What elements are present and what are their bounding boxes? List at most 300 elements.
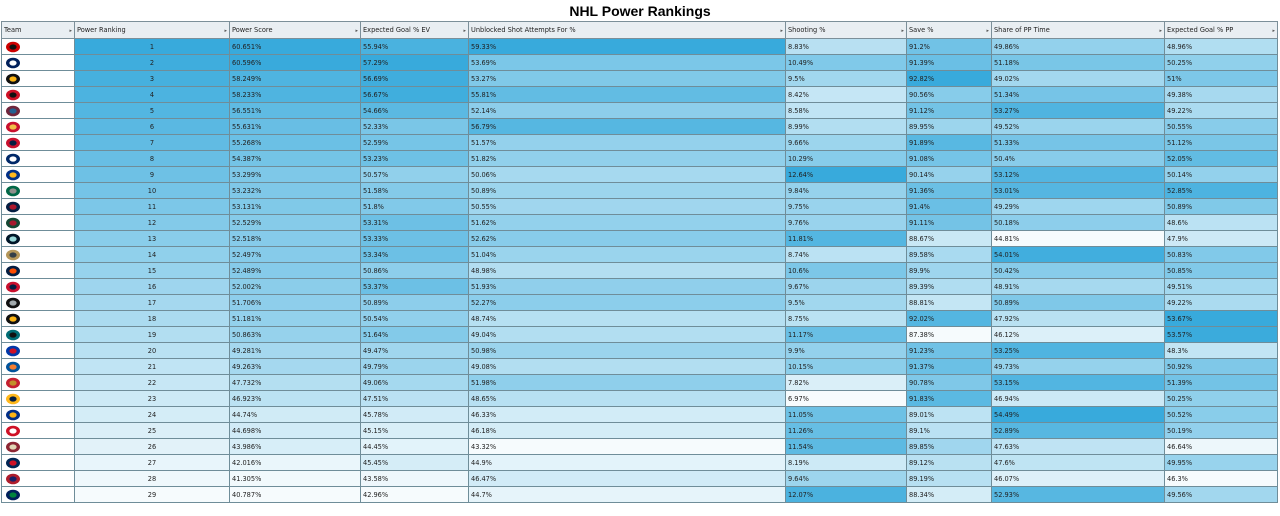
pp-cell: 53.12% [992,167,1165,183]
team-cell [2,263,75,279]
score-cell: 52.489% [230,263,361,279]
sv-cell: 90.78% [907,375,992,391]
table-row [2,247,1278,263]
pp-cell: 47.63% [992,439,1165,455]
column-header-label: Save % [909,25,934,34]
rank-cell: 17 [75,295,230,311]
sv-cell: 91.89% [907,135,992,151]
column-header-label: Expected Goal % EV [363,25,431,34]
xg_pp-cell: 49.38% [1165,87,1278,103]
usaf-cell: 48.74% [469,311,786,327]
columbus-blue-jackets-logo [5,457,21,469]
seattle-kraken-logo [5,233,21,245]
score-cell: 56.551% [230,103,361,119]
xg_pp-cell: 48.96% [1165,39,1278,55]
xg_pp-cell: 51.12% [1165,135,1278,151]
los-angeles-kings-logo [5,297,21,309]
xg_pp-cell: 50.25% [1165,55,1278,71]
xg_ev-cell: 44.45% [361,439,469,455]
carolina-hurricanes-logo [5,41,21,53]
xg_pp-cell: 50.85% [1165,263,1278,279]
xg_ev-cell: 57.29% [361,55,469,71]
score-cell: 52.497% [230,247,361,263]
sv-cell: 89.9% [907,263,992,279]
pp-cell: 51.18% [992,55,1165,71]
sv-cell: 90.14% [907,167,992,183]
sh-cell: 10.6% [786,263,907,279]
xg_ev-cell: 50.89% [361,295,469,311]
pp-cell: 53.15% [992,375,1165,391]
sort-arrow-icon[interactable]: ▸ [1272,28,1275,34]
pp-cell: 46.07% [992,471,1165,487]
team-cell [2,327,75,343]
team-cell [2,423,75,439]
sv-cell: 89.12% [907,455,992,471]
sv-cell: 89.85% [907,439,992,455]
pp-cell: 46.12% [992,327,1165,343]
usaf-cell: 52.14% [469,103,786,119]
rank-cell: 12 [75,215,230,231]
rank-cell: 10 [75,183,230,199]
team-cell [2,455,75,471]
xg_pp-cell: 53.67% [1165,311,1278,327]
rank-cell: 1 [75,39,230,55]
usaf-cell: 51.98% [469,375,786,391]
xg_ev-cell: 53.33% [361,231,469,247]
score-cell: 52.529% [230,215,361,231]
sh-cell: 12.07% [786,487,907,503]
table-row [2,423,1278,439]
column-header[interactable] [786,22,907,39]
table-row [2,215,1278,231]
rank-cell: 5 [75,103,230,119]
power-rankings-table [1,21,1278,503]
table-row [2,439,1278,455]
rank-cell: 19 [75,327,230,343]
detroit-red-wings-logo [5,425,21,437]
team-cell [2,119,75,135]
xg_ev-cell: 45.45% [361,455,469,471]
new-york-rangers-logo [5,345,21,357]
sh-cell: 7.82% [786,375,907,391]
rank-cell: 18 [75,311,230,327]
washington-capitals-logo [5,137,21,149]
pp-cell: 50.4% [992,151,1165,167]
sv-cell: 91.4% [907,199,992,215]
xg_pp-cell: 50.25% [1165,391,1278,407]
pp-cell: 49.02% [992,71,1165,87]
table-row [2,391,1278,407]
team-cell [2,231,75,247]
team-cell [2,87,75,103]
pp-cell: 53.27% [992,103,1165,119]
pp-cell: 46.94% [992,391,1165,407]
table-row [2,327,1278,343]
score-cell: 52.002% [230,279,361,295]
xg_pp-cell: 46.3% [1165,471,1278,487]
score-cell: 55.631% [230,119,361,135]
sort-arrow-icon[interactable]: ▸ [780,28,783,34]
xg_ev-cell: 54.66% [361,103,469,119]
score-cell: 42.016% [230,455,361,471]
usaf-cell: 51.04% [469,247,786,263]
sv-cell: 89.19% [907,471,992,487]
vancouver-canucks-logo [5,489,21,501]
usaf-cell: 43.32% [469,439,786,455]
sv-cell: 89.1% [907,423,992,439]
sh-cell: 6.97% [786,391,907,407]
pp-cell: 54.01% [992,247,1165,263]
usaf-cell: 52.62% [469,231,786,247]
pp-cell: 53.25% [992,343,1165,359]
sv-cell: 88.81% [907,295,992,311]
team-cell [2,471,75,487]
table-row [2,55,1278,71]
sh-cell: 9.84% [786,183,907,199]
team-cell [2,343,75,359]
sv-cell: 87.38% [907,327,992,343]
xg_ev-cell: 50.57% [361,167,469,183]
nashville-predators-logo [5,393,21,405]
xg_ev-cell: 53.34% [361,247,469,263]
usaf-cell: 48.65% [469,391,786,407]
table-row [2,487,1278,503]
sv-cell: 91.36% [907,183,992,199]
usaf-cell: 59.33% [469,39,786,55]
usaf-cell: 52.27% [469,295,786,311]
sort-arrow-icon[interactable]: ▸ [69,28,72,34]
table-row [2,87,1278,103]
rank-cell: 8 [75,151,230,167]
sort-arrow-icon[interactable]: ▸ [1159,28,1162,34]
column-header[interactable] [907,22,992,39]
rank-cell: 24 [75,407,230,423]
column-header-label: Unblocked Shot Attempts For % [471,25,576,34]
rank-cell: 21 [75,359,230,375]
team-cell [2,71,75,87]
usaf-cell: 50.55% [469,199,786,215]
score-cell: 44.74% [230,407,361,423]
dallas-stars-logo [5,185,21,197]
sh-cell: 9.64% [786,471,907,487]
usaf-cell: 49.08% [469,359,786,375]
sh-cell: 12.64% [786,167,907,183]
rank-cell: 6 [75,119,230,135]
usaf-cell: 50.98% [469,343,786,359]
team-cell [2,183,75,199]
xg_pp-cell: 53.57% [1165,327,1278,343]
usaf-cell: 51.57% [469,135,786,151]
sort-arrow-icon[interactable]: ▸ [901,28,904,34]
team-cell [2,439,75,455]
score-cell: 58.249% [230,71,361,87]
sh-cell: 8.42% [786,87,907,103]
score-cell: 46.923% [230,391,361,407]
table-row [2,359,1278,375]
team-cell [2,199,75,215]
xg_pp-cell: 49.22% [1165,103,1278,119]
rank-cell: 7 [75,135,230,151]
team-cell [2,247,75,263]
san-jose-sharks-logo [5,329,21,341]
xg_ev-cell: 55.94% [361,39,469,55]
table-row [2,343,1278,359]
xg_ev-cell: 52.59% [361,135,469,151]
usaf-cell: 49.04% [469,327,786,343]
xg_pp-cell: 52.85% [1165,183,1278,199]
xg_ev-cell: 49.47% [361,343,469,359]
xg_ev-cell: 51.58% [361,183,469,199]
usaf-cell: 46.33% [469,407,786,423]
boston-bruins-logo [5,73,21,85]
xg_pp-cell: 50.55% [1165,119,1278,135]
pp-cell: 49.52% [992,119,1165,135]
vegas-golden-knights-logo [5,249,21,261]
sh-cell: 8.19% [786,455,907,471]
usaf-cell: 55.81% [469,87,786,103]
score-cell: 41.305% [230,471,361,487]
score-cell: 60.651% [230,39,361,55]
usaf-cell: 51.62% [469,215,786,231]
xg_ev-cell: 43.58% [361,471,469,487]
table-row [2,103,1278,119]
table-row [2,119,1278,135]
xg_ev-cell: 56.69% [361,71,469,87]
xg_pp-cell: 49.56% [1165,487,1278,503]
rank-cell: 2 [75,55,230,71]
sh-cell: 8.58% [786,103,907,119]
column-header[interactable] [75,22,230,39]
sh-cell: 9.9% [786,343,907,359]
xg_pp-cell: 46.64% [1165,439,1278,455]
column-header[interactable] [469,22,786,39]
score-cell: 53.131% [230,199,361,215]
rank-cell: 3 [75,71,230,87]
sv-cell: 91.2% [907,39,992,55]
usaf-cell: 48.98% [469,263,786,279]
florida-panthers-logo [5,281,21,293]
xg_pp-cell: 50.52% [1165,407,1278,423]
table-row [2,39,1278,55]
xg_pp-cell: 50.14% [1165,167,1278,183]
score-cell: 52.518% [230,231,361,247]
sh-cell: 10.29% [786,151,907,167]
pp-cell: 49.86% [992,39,1165,55]
sh-cell: 8.83% [786,39,907,55]
xg_pp-cell: 49.51% [1165,279,1278,295]
table-row [2,135,1278,151]
usaf-cell: 56.79% [469,119,786,135]
xg_pp-cell: 47.9% [1165,231,1278,247]
sv-cell: 88.34% [907,487,992,503]
montreal-canadiens-logo [5,473,21,485]
rank-cell: 22 [75,375,230,391]
pp-cell: 47.6% [992,455,1165,471]
team-cell [2,167,75,183]
sh-cell: 9.75% [786,199,907,215]
sort-arrow-icon[interactable]: ▸ [355,28,358,34]
colorado-avalanche-logo [5,105,21,117]
score-cell: 51.181% [230,311,361,327]
st-louis-blues-logo [5,409,21,421]
table-row [2,407,1278,423]
pp-cell: 52.89% [992,423,1165,439]
column-header-label: Share of PP Time [994,25,1050,34]
pp-cell: 49.73% [992,359,1165,375]
sv-cell: 88.67% [907,231,992,247]
sh-cell: 9.5% [786,71,907,87]
table-row [2,231,1278,247]
pp-cell: 52.93% [992,487,1165,503]
column-header[interactable] [361,22,469,39]
sv-cell: 89.01% [907,407,992,423]
rank-cell: 26 [75,439,230,455]
score-cell: 54.387% [230,151,361,167]
sh-cell: 10.15% [786,359,907,375]
column-header-label: Expected Goal % PP [1167,25,1234,34]
column-header-label: Power Ranking [77,25,126,34]
column-header-label: Power Score [232,25,273,34]
column-header[interactable] [1165,22,1278,39]
usaf-cell: 44.7% [469,487,786,503]
calgary-flames-logo [5,121,21,133]
table-row [2,71,1278,87]
sh-cell: 9.67% [786,279,907,295]
xg_pp-cell: 50.92% [1165,359,1278,375]
team-cell [2,215,75,231]
rank-cell: 14 [75,247,230,263]
score-cell: 53.299% [230,167,361,183]
sh-cell: 9.76% [786,215,907,231]
xg_ev-cell: 51.64% [361,327,469,343]
score-cell: 51.706% [230,295,361,311]
xg_pp-cell: 49.22% [1165,295,1278,311]
edmonton-oilers-logo [5,265,21,277]
xg_pp-cell: 51.39% [1165,375,1278,391]
usaf-cell: 46.18% [469,423,786,439]
table-row [2,295,1278,311]
score-cell: 58.233% [230,87,361,103]
score-cell: 60.596% [230,55,361,71]
team-cell [2,359,75,375]
xg_ev-cell: 53.37% [361,279,469,295]
xg_ev-cell: 42.96% [361,487,469,503]
sv-cell: 91.37% [907,359,992,375]
sv-cell: 89.58% [907,247,992,263]
xg_ev-cell: 50.86% [361,263,469,279]
rank-cell: 13 [75,231,230,247]
rank-cell: 15 [75,263,230,279]
sh-cell: 9.66% [786,135,907,151]
team-cell [2,295,75,311]
xg_ev-cell: 53.31% [361,215,469,231]
pp-cell: 51.34% [992,87,1165,103]
table-row [2,167,1278,183]
sv-cell: 91.12% [907,103,992,119]
xg_ev-cell: 50.54% [361,311,469,327]
xg_ev-cell: 49.79% [361,359,469,375]
pittsburgh-penguins-logo [5,313,21,325]
xg_ev-cell: 45.15% [361,423,469,439]
power-rankings-table-container [1,21,1278,516]
score-cell: 40.787% [230,487,361,503]
sv-cell: 90.56% [907,87,992,103]
sh-cell: 8.99% [786,119,907,135]
sv-cell: 89.95% [907,119,992,135]
rank-cell: 16 [75,279,230,295]
team-cell [2,487,75,503]
score-cell: 47.732% [230,375,361,391]
score-cell: 49.263% [230,359,361,375]
table-row [2,183,1278,199]
sv-cell: 91.83% [907,391,992,407]
rank-cell: 29 [75,487,230,503]
ottawa-senators-logo [5,377,21,389]
xg_ev-cell: 51.8% [361,199,469,215]
usaf-cell: 46.47% [469,471,786,487]
score-cell: 49.281% [230,343,361,359]
buffalo-sabres-logo [5,169,21,181]
team-cell [2,375,75,391]
usaf-cell: 50.89% [469,183,786,199]
column-header-label: Team [4,25,22,34]
toronto-maple-leafs-logo [5,57,21,69]
sort-arrow-icon[interactable]: ▸ [986,28,989,34]
sh-cell: 9.5% [786,295,907,311]
team-cell [2,407,75,423]
page-title: NHL Power Rankings [569,3,711,19]
xg_ev-cell: 47.51% [361,391,469,407]
sh-cell: 11.05% [786,407,907,423]
arizona-coyotes-logo [5,441,21,453]
pp-cell: 44.81% [992,231,1165,247]
usaf-cell: 50.06% [469,167,786,183]
rank-cell: 28 [75,471,230,487]
pp-cell: 50.42% [992,263,1165,279]
header-row [2,22,1278,39]
column-header[interactable] [230,22,361,39]
sv-cell: 89.39% [907,279,992,295]
rank-cell: 23 [75,391,230,407]
pp-cell: 48.91% [992,279,1165,295]
sv-cell: 91.23% [907,343,992,359]
rank-cell: 11 [75,199,230,215]
sh-cell: 11.81% [786,231,907,247]
sort-arrow-icon[interactable]: ▸ [224,28,227,34]
xg_ev-cell: 52.33% [361,119,469,135]
xg_pp-cell: 48.3% [1165,343,1278,359]
sort-arrow-icon[interactable]: ▸ [463,28,466,34]
minnesota-wild-logo [5,217,21,229]
rank-cell: 27 [75,455,230,471]
team-cell [2,55,75,71]
table-row [2,311,1278,327]
xg_pp-cell: 52.05% [1165,151,1278,167]
xg_ev-cell: 49.06% [361,375,469,391]
new-york-islanders-logo [5,361,21,373]
score-cell: 55.268% [230,135,361,151]
column-header[interactable] [2,22,75,39]
team-cell [2,391,75,407]
column-header[interactable] [992,22,1165,39]
sv-cell: 92.82% [907,71,992,87]
score-cell: 50.863% [230,327,361,343]
sh-cell: 11.26% [786,423,907,439]
team-cell [2,279,75,295]
table-row [2,151,1278,167]
xg_pp-cell: 50.83% [1165,247,1278,263]
rank-cell: 4 [75,87,230,103]
